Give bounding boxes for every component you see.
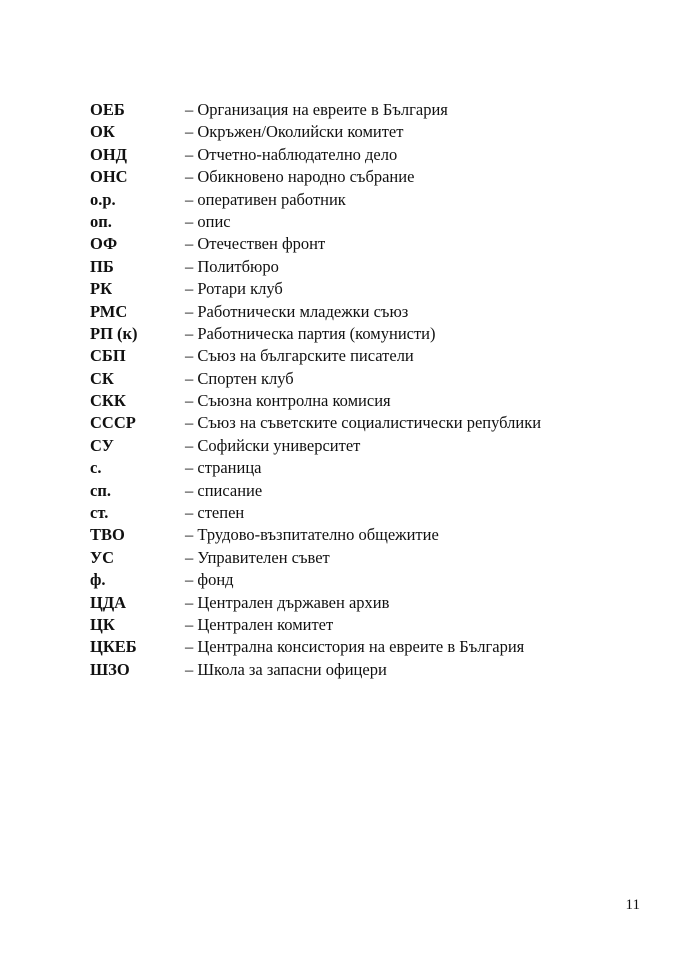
abbreviation-row [90, 547, 610, 569]
abbreviation-definition: – степен [185, 503, 245, 523]
abbreviation-definition: – Централна консистория на евреите в България [185, 637, 525, 657]
abbreviation-term: ОНС [90, 167, 128, 187]
abbreviation-term: с. [90, 458, 102, 478]
abbreviation-term: РП (к) [90, 323, 138, 343]
abbreviation-row [90, 636, 610, 658]
abbreviation-definition: – Работническа партия (комунисти) [185, 323, 436, 343]
abbreviation-term: ОФ [90, 234, 118, 254]
abbreviation-row [90, 502, 610, 524]
abbreviation-term: ст. [90, 503, 109, 523]
abbreviation-definition: – Централен комитет [185, 614, 334, 634]
abbreviation-term: СУ [90, 435, 114, 455]
abbreviation-definition: – Окръжен/Околийски комитет [185, 122, 404, 142]
abbreviation-definition: – Управителен съвет [185, 547, 330, 567]
abbreviation-row [90, 480, 610, 502]
abbreviation-definition: – Работнически младежки съюз [185, 301, 409, 321]
abbreviation-row [90, 121, 610, 143]
abbreviation-row [90, 189, 610, 211]
abbreviation-term: УС [90, 547, 115, 567]
abbreviation-row [90, 323, 610, 345]
abbreviation-term: о.р. [90, 189, 116, 209]
abbreviation-row [90, 211, 610, 233]
abbreviation-definition: – Съюзна контролна комисия [185, 391, 391, 411]
abbreviation-row [90, 301, 610, 323]
abbreviation-row [90, 368, 610, 390]
abbreviation-definition: – фонд [185, 570, 234, 590]
abbreviation-term: ОЕБ [90, 100, 125, 119]
abbreviation-term: ПБ [90, 256, 114, 276]
abbreviation-row [90, 569, 610, 591]
abbreviation-row [90, 659, 610, 681]
abbreviation-term: ОНД [90, 144, 128, 164]
abbreviation-row [90, 99, 610, 121]
abbreviation-term: ЦК [90, 614, 115, 634]
abbreviation-row [90, 144, 610, 166]
abbreviation-row [90, 345, 610, 367]
abbreviation-row [90, 166, 610, 188]
abbreviation-row [90, 412, 610, 434]
abbreviation-term: ОК [90, 122, 115, 142]
abbreviation-definition: – Централен държавен архив [185, 592, 390, 612]
abbreviation-definition: – опис [185, 211, 231, 231]
abbreviation-row [90, 278, 610, 300]
abbreviation-definition: – Софийски университет [185, 435, 361, 455]
abbreviation-row [90, 614, 610, 636]
abbreviation-definition: – Съюз на българските писатели [185, 346, 414, 366]
abbreviation-definition: – списание [185, 480, 263, 500]
abbreviation-term: ШЗО [90, 659, 130, 679]
abbreviation-definition: – Трудово-възпитателно общежитие [185, 525, 439, 545]
abbreviation-term: РК [90, 279, 113, 299]
abbreviation-definition: – Отечествен фронт [185, 234, 326, 254]
abbreviation-row [90, 435, 610, 457]
abbreviation-term: ЦКЕБ [90, 637, 137, 657]
abbreviation-definition: – страница [185, 458, 262, 478]
abbreviation-row [90, 390, 610, 412]
abbreviation-term: СБП [90, 346, 126, 366]
abbreviation-definition: – оперативен работник [185, 189, 346, 209]
abbreviation-definition: – Школа за запасни офицери [185, 659, 387, 679]
abbreviation-definition: – Ротари клуб [185, 279, 283, 299]
abbreviation-term: ТВО [90, 525, 125, 545]
abbreviation-row [90, 233, 610, 255]
abbreviation-definition: – Съюз на съветските социалистически републики [185, 413, 542, 433]
abbreviation-row [90, 592, 610, 614]
abbreviation-term: сп. [90, 480, 111, 500]
abbreviation-row [90, 524, 610, 546]
page-number: 11 [625, 897, 640, 913]
abbreviation-definition: – Политбюро [185, 256, 279, 276]
abbreviation-term: оп. [90, 211, 112, 231]
abbreviation-row [90, 457, 610, 479]
abbreviation-term: СК [90, 368, 114, 388]
abbreviation-definition: – Отчетно-наблюдателно дело [185, 144, 398, 164]
abbreviation-definition: – Спортен клуб [185, 368, 294, 388]
abbreviation-definition: – Обикновено народно събрание [185, 167, 415, 187]
abbreviation-term: РМС [90, 301, 128, 321]
abbreviation-row [90, 256, 610, 278]
abbreviation-term: СКК [90, 391, 126, 411]
abbreviations-list [90, 99, 610, 681]
abbreviation-term: СССР [90, 413, 136, 433]
abbreviation-definition: – Организация на евреите в България [185, 100, 448, 119]
abbreviation-term: ЦДА [90, 592, 127, 612]
abbreviation-term: ф. [90, 570, 106, 590]
